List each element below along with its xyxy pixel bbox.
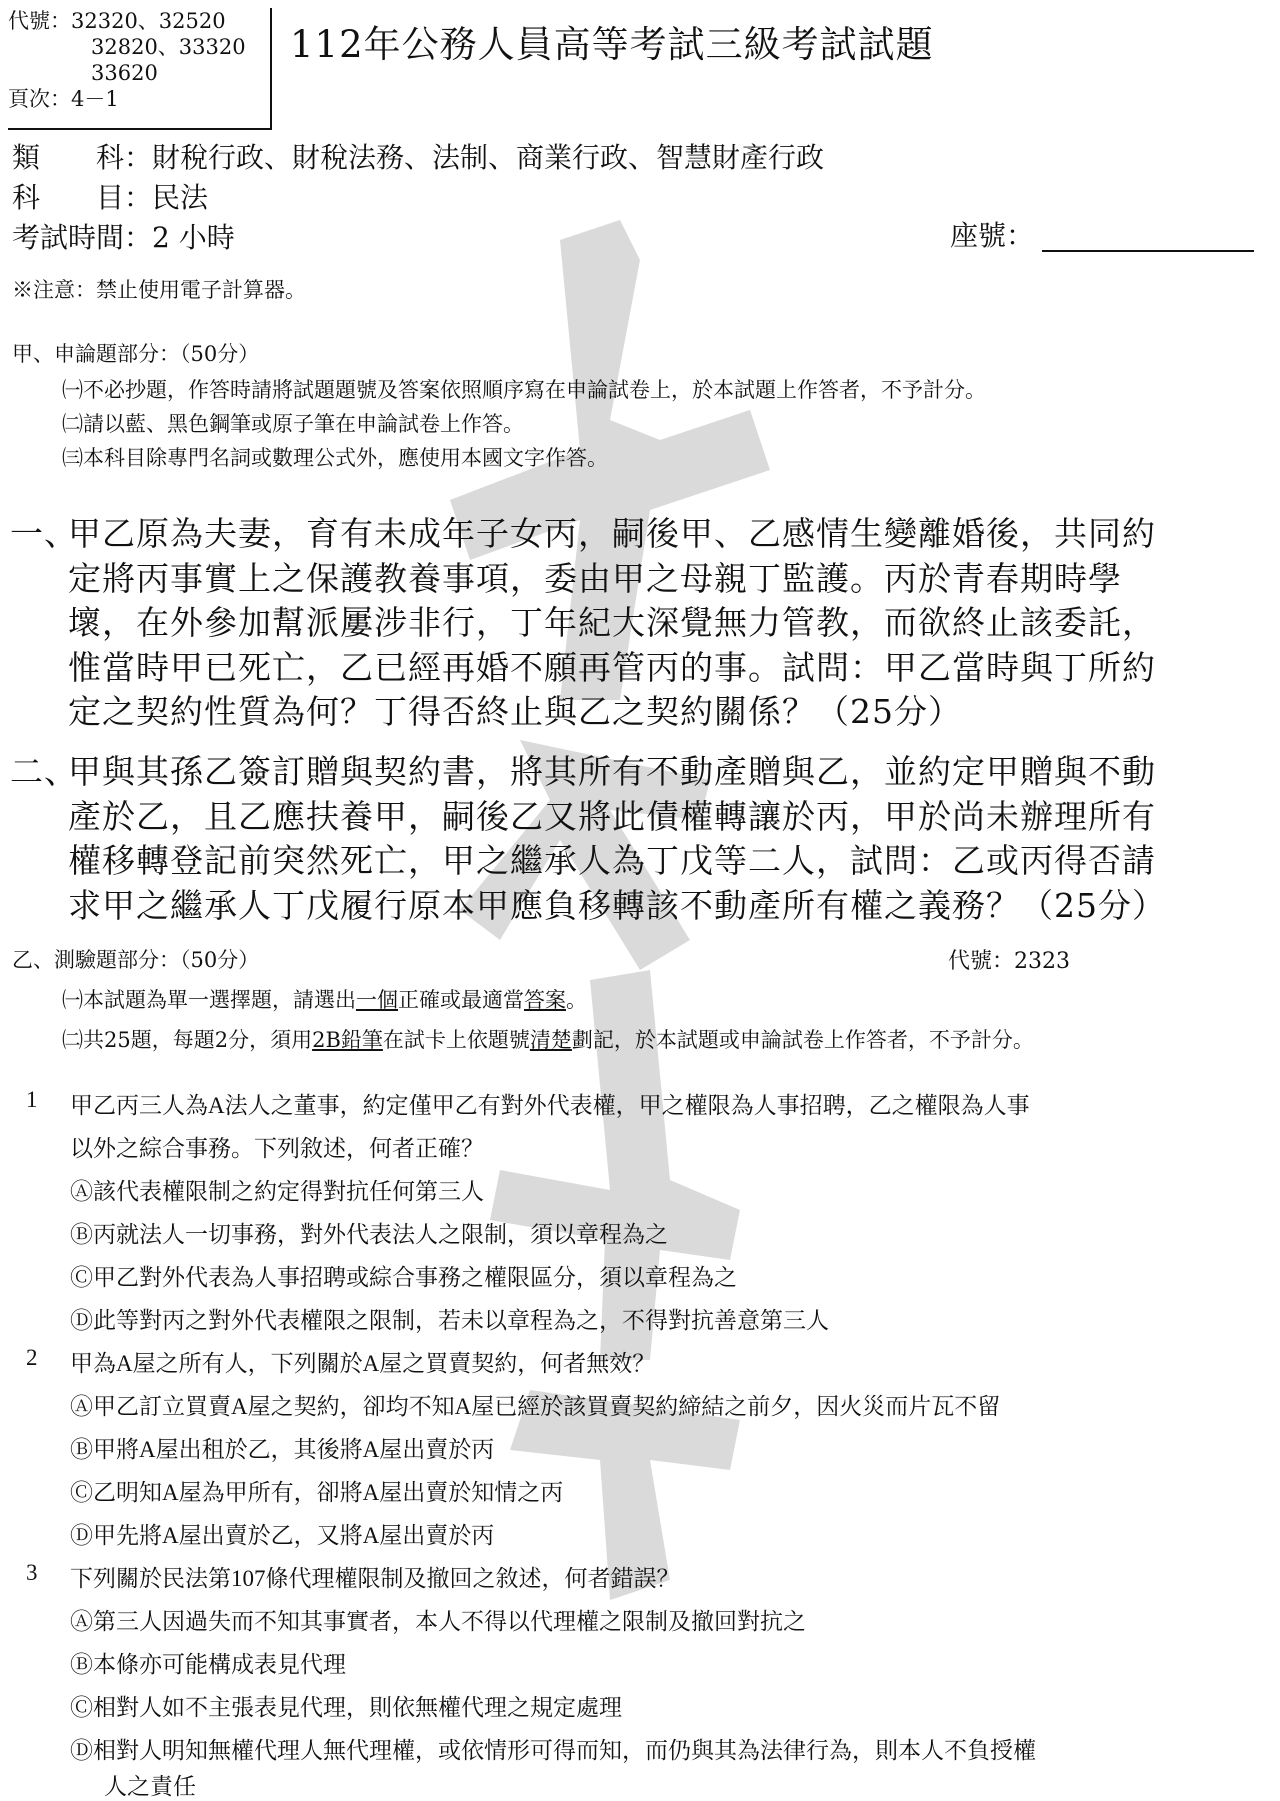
- seat-label: 座號：: [950, 219, 1035, 252]
- time-row: [12, 216, 235, 256]
- time-value: 2 小時: [152, 221, 235, 254]
- page-label: 頁次：: [8, 87, 71, 111]
- mc-option: Ⓒ相對人如不主張表見代理，則依無權代理之規定處理: [70, 1695, 622, 1720]
- mc-question-text: 甲為A屋之所有人，下列關於A屋之買賣契約，何者無效？: [70, 1351, 656, 1376]
- mc-option-continuation: 人之責任: [104, 1774, 196, 1799]
- category-row: [12, 136, 824, 176]
- instruction-text: ㈠本試題為單一選擇題，請選出: [62, 988, 356, 1012]
- category-value: 財稅行政、財稅法務、法制、商業行政、智慧財產行政: [152, 141, 825, 174]
- mc-question-text: 下列關於民法第107條代理權限制及撤回之敘述，何者錯誤？: [70, 1566, 680, 1591]
- mc-question-text: 甲乙丙三人為A法人之董事，約定僅甲乙有對外代表權，甲之權限為人事招聘，乙之權限為人事: [70, 1093, 1030, 1118]
- mc-question-number: 1: [26, 1087, 38, 1112]
- code-label: 代號：: [8, 9, 71, 33]
- category-label: 類 科：: [12, 141, 153, 174]
- mc-question-text: 以外之綜合事務。下列敘述，何者正確？: [70, 1136, 484, 1161]
- code-line-1: 32320、32520: [71, 9, 226, 33]
- subject-value: 民法: [152, 181, 209, 214]
- time-label: 考試時間：: [12, 221, 153, 254]
- part-b-code: 代號：2323: [948, 949, 1070, 974]
- code-line-3: 33620: [91, 61, 158, 85]
- code-line-2: 32820、33320: [91, 35, 246, 59]
- subject-row: [12, 176, 208, 216]
- mc-option: Ⓓ甲先將A屋出賣於乙，又將A屋出賣於丙: [70, 1523, 495, 1548]
- exam-code-box: [8, 8, 272, 130]
- instruction-text: ㈡共25題，每題2分，須用: [62, 1028, 313, 1052]
- underlined-text: 答案: [524, 988, 566, 1012]
- page-value: 4－1: [71, 87, 119, 111]
- essay-line: 求甲之繼承人丁戊履行原本甲應負移轉該不動產所有權之義務？（25分）: [68, 885, 1166, 925]
- part-b-instruction-2: [62, 1024, 1034, 1054]
- instruction-text: 正確或最適當: [398, 988, 524, 1012]
- mc-option: Ⓓ此等對丙之對外代表權限之限制，若未以章程為之，不得對抗善意第三人: [70, 1308, 829, 1333]
- part-a-instruction-2: ㈡請以藍、黑色鋼筆或原子筆在申論試卷上作答。: [62, 412, 524, 436]
- essay-line: 甲乙原為夫妻，育有未成年子女丙，嗣後甲、乙感情生變離婚後，共同約: [68, 514, 1156, 553]
- part-a-instruction-1: ㈠不必抄題，作答時請將試題題號及答案依照順序寫在申論試卷上，於本試題上作答者，不予計分。: [62, 378, 986, 402]
- mc-option: Ⓑ丙就法人一切事務，對外代表法人之限制，須以章程為之: [70, 1222, 668, 1247]
- underlined-text: 清楚: [529, 1028, 572, 1052]
- mc-option: Ⓓ相對人明知無權代理人無代理權，或依情形可得而知，而仍與其為法律行為，則本人不負授權: [70, 1738, 1036, 1763]
- mc-option: Ⓐ第三人因過失而不知其事實者，本人不得以代理權之限制及撤回對抗之: [70, 1609, 806, 1634]
- essay-question-1: [10, 512, 1156, 735]
- underlined-text: 2B鉛筆: [312, 1028, 383, 1052]
- part-b-instruction-1: [62, 984, 587, 1014]
- part-a-heading: 甲、申論題部分：（50分）: [12, 342, 260, 366]
- instruction-text: 。: [566, 988, 587, 1012]
- essay-line: 定之契約性質為何？丁得否終止與乙之契約關係？（25分）: [68, 692, 962, 731]
- essay-line: 權移轉登記前突然死亡，甲之繼承人為丁戊等二人，試問：乙或丙得否請: [68, 841, 1156, 880]
- essay-line: 壞，在外參加幫派屢涉非行，丁年紀大深覺無力管教，而欲終止該委託，: [68, 603, 1156, 642]
- exam-title: 112年公務人員高等考試三級考試試題: [290, 23, 934, 66]
- subject-label: 科 目：: [12, 181, 153, 214]
- mc-option: Ⓑ本條亦可能構成表見代理: [70, 1652, 346, 1677]
- essay-line: 產於乙，且乙應扶養甲，嗣後乙又將此債權轉讓於丙，甲於尚未辦理所有: [68, 796, 1156, 836]
- essay-line: 定將丙事實上之保護教養事項，委由甲之母親丁監護。丙於青春期時學: [68, 558, 1122, 598]
- essay-question-number: 二、: [10, 752, 78, 791]
- mc-question-number: 3: [26, 1560, 38, 1585]
- calculator-notice: ※注意：禁止使用電子計算器。: [12, 278, 306, 302]
- essay-question-2: [10, 750, 1166, 928]
- part-a-instruction-3: ㈢本科目除專門名詞或數理公式外，應使用本國文字作答。: [62, 446, 608, 470]
- essay-question-number: 一、: [10, 514, 78, 553]
- mc-question-number: 2: [26, 1345, 38, 1370]
- instruction-text: 劃記，於本試題或申論試卷上作答者，不予計分。: [571, 1028, 1034, 1052]
- essay-line: 甲與其孫乙簽訂贈與契約書，將其所有不動產贈與乙，並約定甲贈與不動: [68, 752, 1156, 791]
- seat-number-blank: [1042, 250, 1254, 252]
- essay-line: 惟當時甲已死亡，乙已經再婚不願再管丙的事。試問：甲乙當時與丁所約: [68, 647, 1156, 687]
- underlined-text: 一個: [356, 988, 398, 1012]
- instruction-text: 在試卡上依題號: [382, 1028, 530, 1052]
- mc-option: Ⓒ乙明知A屋為甲所有，卻將A屋出賣於知情之丙: [70, 1480, 564, 1505]
- mc-option: Ⓒ甲乙對外代表為人事招聘或綜合事務之權限區分，須以章程為之: [70, 1265, 737, 1290]
- mc-option: Ⓑ甲將A屋出租於乙，其後將A屋出賣於丙: [70, 1437, 495, 1462]
- mc-option: Ⓐ甲乙訂立買賣A屋之契約，卻均不知A屋已經於該買賣契約締結之前夕，因火災而片瓦不留: [70, 1394, 1001, 1419]
- mc-option: Ⓐ該代表權限制之約定得對抗任何第三人: [70, 1179, 484, 1204]
- part-b-heading: 乙、測驗題部分：（50分）: [12, 948, 260, 972]
